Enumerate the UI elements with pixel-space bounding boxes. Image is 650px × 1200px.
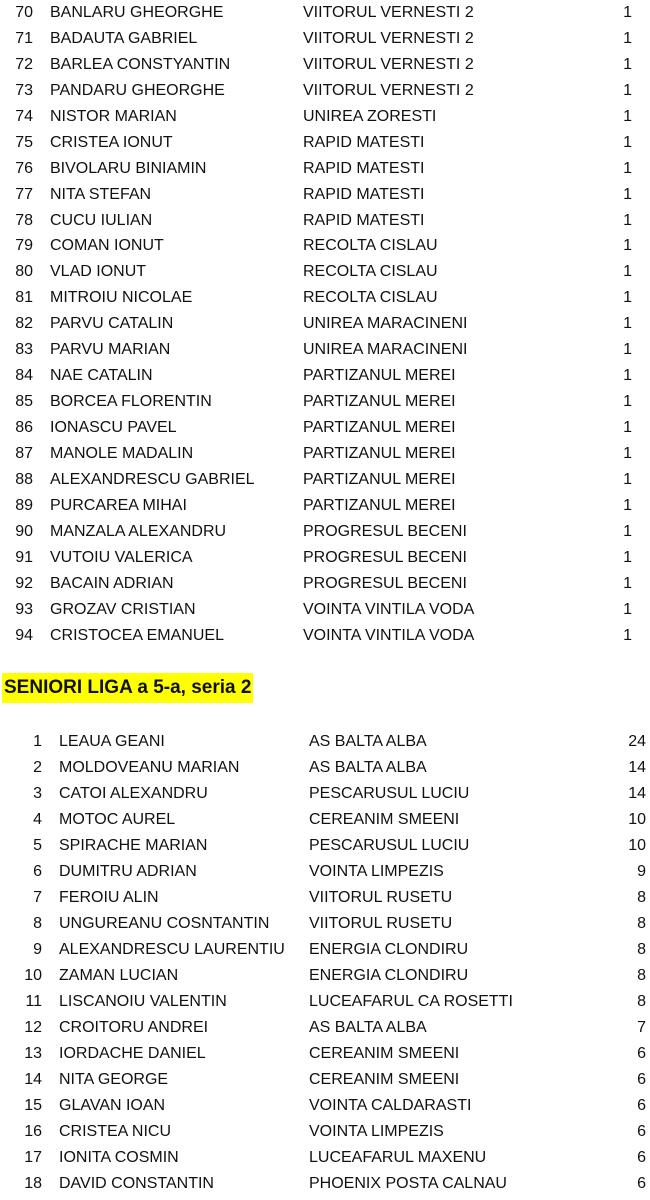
- goal-count: 1: [623, 574, 632, 592]
- player-name: NAE CATALIN: [50, 367, 153, 385]
- player-name: IONITA COSMIN: [59, 1149, 179, 1166]
- rank-number: 12: [24, 1019, 42, 1036]
- player-name: PARVU MARIAN: [50, 341, 171, 359]
- table-row: [0, 208, 650, 234]
- table-row: [0, 623, 650, 649]
- table-row: [0, 104, 650, 130]
- table-row: [0, 1171, 650, 1197]
- rank-number: 13: [24, 1045, 42, 1062]
- rank-number: 8: [33, 915, 42, 932]
- player-name: IONASCU PAVEL: [50, 419, 177, 436]
- table-row: [0, 1119, 650, 1145]
- player-name: DUMITRU ADRIAN: [59, 863, 197, 880]
- club-name: VOINTA CALDARASTI: [309, 1097, 472, 1114]
- rank-number: 17: [24, 1149, 42, 1166]
- goal-count: 6: [637, 1045, 646, 1062]
- rank-number: 77: [15, 185, 33, 203]
- player-name: LEAUA GEANI: [59, 733, 165, 750]
- goal-count: 8: [637, 967, 646, 984]
- goal-count: 1: [623, 470, 632, 488]
- player-name: IORDACHE DANIEL: [59, 1045, 206, 1062]
- rank-number: 9: [33, 941, 42, 958]
- club-name: VOINTA VINTILA VODA: [303, 600, 475, 618]
- club-name: VOINTA VINTILA VODA: [303, 626, 475, 644]
- goal-count: 8: [637, 915, 646, 932]
- table-row: [0, 597, 650, 623]
- rank-number: 74: [15, 107, 33, 125]
- rank-number: 90: [15, 522, 33, 540]
- rank-number: 10: [24, 967, 42, 984]
- table-row: [0, 311, 650, 337]
- table-row: [0, 519, 650, 545]
- goal-count: 1: [623, 393, 632, 411]
- club-name: PARTIZANUL MEREI: [303, 470, 456, 488]
- goal-count: 1: [623, 444, 632, 462]
- table-row: [0, 729, 650, 755]
- club-name: VIITORUL VERNESTI 2: [303, 29, 474, 47]
- goal-count: 1: [623, 133, 632, 151]
- rank-number: 81: [15, 289, 33, 307]
- goal-count: 6: [637, 1123, 646, 1140]
- goal-count: 1: [623, 548, 632, 566]
- table-row: [0, 755, 650, 781]
- goal-count: 1: [623, 496, 632, 514]
- rank-number: 18: [24, 1175, 42, 1192]
- rank-number: 7: [33, 889, 42, 906]
- goal-count: 1: [623, 81, 632, 99]
- goal-count: 1: [623, 289, 632, 307]
- table-row: [0, 963, 650, 989]
- player-name: GROZAV CRISTIAN: [50, 600, 196, 618]
- club-name: PROGRESUL BECENI: [303, 548, 467, 566]
- club-name: CEREANIM SMEENI: [309, 1071, 460, 1088]
- table-row: [0, 989, 650, 1015]
- goal-count: 6: [637, 1175, 646, 1192]
- club-name: CEREANIM SMEENI: [309, 811, 460, 828]
- rank-number: 80: [15, 263, 33, 281]
- club-name: RECOLTA CISLAU: [303, 237, 438, 255]
- goal-count: 10: [628, 811, 646, 828]
- table-row: [0, 911, 650, 937]
- rank-number: 78: [15, 211, 33, 229]
- club-name: UNIREA MARACINENI: [303, 315, 468, 333]
- table-row: [0, 0, 650, 26]
- rank-number: 75: [15, 133, 33, 151]
- goal-count: 24: [628, 733, 646, 750]
- table-row: [0, 415, 650, 441]
- player-name: VUTOIU VALERICA: [50, 548, 193, 566]
- table-row: [0, 937, 650, 963]
- player-name: NITA GEORGE: [59, 1071, 169, 1088]
- club-name: AS BALTA ALBA: [309, 759, 427, 776]
- table-row: [0, 1067, 650, 1093]
- goal-count: 1: [623, 522, 632, 540]
- rank-number: 14: [24, 1071, 42, 1088]
- rank-number: 5: [33, 837, 42, 854]
- player-name: CRISTEA NICU: [59, 1123, 172, 1140]
- rank-number: 6: [33, 863, 42, 880]
- rank-number: 88: [15, 470, 33, 488]
- rank-number: 92: [15, 574, 33, 592]
- goal-count: 8: [637, 993, 646, 1010]
- club-name: RECOLTA CISLAU: [303, 263, 438, 281]
- player-name: BIVOLARU BINIAMIN: [50, 159, 207, 177]
- player-name: LISCANOIU VALENTIN: [59, 993, 227, 1010]
- section-title-seria-2: SENIORI LIGA a 5-a, seria 2: [2, 673, 253, 703]
- table-row: [0, 1093, 650, 1119]
- rank-number: 71: [15, 29, 33, 47]
- goal-count: 1: [623, 600, 632, 618]
- rank-number: 85: [15, 393, 33, 411]
- table-row: [0, 833, 650, 859]
- club-name: VIITORUL RUSETU: [309, 889, 453, 906]
- rank-number: 73: [15, 81, 33, 99]
- table-row: [0, 182, 650, 208]
- table-row: [0, 859, 650, 885]
- table-row: [0, 233, 650, 259]
- club-name: LUCEAFARUL MAXENU: [309, 1149, 487, 1166]
- rank-number: 72: [15, 55, 33, 73]
- club-name: VIITORUL VERNESTI 2: [303, 55, 474, 73]
- goal-count: 1: [623, 159, 632, 177]
- player-name: COMAN IONUT: [50, 237, 164, 255]
- player-name: GLAVAN IOAN: [59, 1097, 166, 1114]
- player-name: BACAIN ADRIAN: [50, 574, 174, 592]
- club-name: CEREANIM SMEENI: [309, 1045, 460, 1062]
- table-row: [0, 467, 650, 493]
- goal-count: 1: [623, 315, 632, 333]
- player-name: UNGUREANU COSNTANTIN: [59, 915, 270, 932]
- scorers-table-seria-2: [0, 729, 650, 1197]
- player-name: PURCAREA MIHAI: [50, 496, 187, 514]
- table-row: [0, 259, 650, 285]
- club-name: AS BALTA ALBA: [309, 733, 427, 750]
- goal-count: 1: [623, 107, 632, 125]
- player-name: PANDARU GHEORGHE: [50, 81, 225, 99]
- goal-count: 1: [623, 367, 632, 385]
- goal-count: 6: [637, 1149, 646, 1166]
- club-name: VOINTA LIMPEZIS: [309, 863, 444, 880]
- goal-count: 8: [637, 941, 646, 958]
- club-name: PESCARUSUL LUCIU: [309, 837, 470, 854]
- table-row: [0, 571, 650, 597]
- player-name: CRISTOCEA EMANUEL: [50, 626, 224, 644]
- club-name: RAPID MATESTI: [303, 185, 425, 203]
- club-name: ENERGIA CLONDIRU: [309, 941, 469, 958]
- player-name: BADAUTA GABRIEL: [50, 29, 198, 47]
- club-name: PARTIZANUL MEREI: [303, 496, 456, 514]
- player-name: NISTOR MARIAN: [50, 107, 177, 125]
- goal-count: 8: [637, 889, 646, 906]
- table-row: [0, 885, 650, 911]
- goal-count: 14: [628, 759, 646, 776]
- player-name: MOLDOVEANU MARIAN: [59, 759, 240, 776]
- club-name: ENERGIA CLONDIRU: [309, 967, 469, 984]
- table-row: [0, 389, 650, 415]
- player-name: NITA STEFAN: [50, 185, 152, 203]
- player-name: FEROIU ALIN: [59, 889, 159, 906]
- table-row: [0, 363, 650, 389]
- goal-count: 10: [628, 837, 646, 854]
- club-name: PROGRESUL BECENI: [303, 574, 467, 592]
- player-name: ALEXANDRESCU LAURENTIU: [59, 941, 285, 958]
- player-name: CRISTEA IONUT: [50, 133, 173, 151]
- club-name: VIITORUL VERNESTI 2: [303, 4, 474, 21]
- player-name: BANLARU GHEORGHE: [50, 4, 224, 21]
- goal-count: 7: [637, 1019, 646, 1036]
- rank-number: 79: [15, 237, 33, 255]
- club-name: RAPID MATESTI: [303, 133, 425, 151]
- club-name: PARTIZANUL MEREI: [303, 367, 456, 385]
- table-row: [0, 781, 650, 807]
- goal-count: 6: [637, 1097, 646, 1114]
- table-row: [0, 807, 650, 833]
- table-row: [0, 156, 650, 182]
- player-name: ZAMAN LUCIAN: [59, 967, 179, 984]
- rank-number: 86: [15, 419, 33, 436]
- rank-number: 91: [15, 548, 33, 566]
- rank-number: 3: [33, 785, 42, 802]
- rank-number: 84: [15, 367, 33, 385]
- club-name: RECOLTA CISLAU: [303, 289, 438, 307]
- goal-count: 1: [623, 29, 632, 47]
- player-name: CUCU IULIAN: [50, 211, 153, 229]
- club-name: AS BALTA ALBA: [309, 1019, 427, 1036]
- table-row: [0, 545, 650, 571]
- goal-count: 1: [623, 341, 632, 359]
- club-name: PHOENIX POSTA CALNAU: [309, 1175, 507, 1192]
- club-name: RAPID MATESTI: [303, 211, 425, 229]
- player-name: VLAD IONUT: [50, 263, 147, 281]
- club-name: PARTIZANUL MEREI: [303, 419, 456, 436]
- club-name: LUCEAFARUL CA ROSETTI: [309, 993, 513, 1010]
- club-name: UNIREA MARACINENI: [303, 341, 468, 359]
- player-name: MANZALA ALEXANDRU: [50, 522, 227, 540]
- player-name: DAVID CONSTANTIN: [59, 1175, 214, 1192]
- goal-count: 1: [623, 263, 632, 281]
- rank-number: 70: [15, 4, 33, 21]
- player-name: PARVU CATALIN: [50, 315, 174, 333]
- table-row: [0, 337, 650, 363]
- table-row: [0, 130, 650, 156]
- player-name: MITROIU NICOLAE: [50, 289, 193, 307]
- rank-number: 82: [15, 315, 33, 333]
- club-name: VOINTA LIMPEZIS: [309, 1123, 444, 1140]
- goal-count: 1: [623, 419, 632, 436]
- goal-count: 1: [623, 211, 632, 229]
- rank-number: 16: [24, 1123, 42, 1140]
- player-name: MANOLE MADALIN: [50, 444, 194, 462]
- goal-count: 1: [623, 55, 632, 73]
- player-name: CROITORU ANDREI: [59, 1019, 209, 1036]
- rank-number: 11: [25, 993, 42, 1010]
- table-row: [0, 26, 650, 52]
- table-row: [0, 285, 650, 311]
- table-row: [0, 52, 650, 78]
- rank-number: 4: [33, 811, 42, 828]
- goal-count: 1: [623, 237, 632, 255]
- player-name: SPIRACHE MARIAN: [59, 837, 208, 854]
- club-name: RAPID MATESTI: [303, 159, 425, 177]
- player-name: BARLEA CONSTYANTIN: [50, 55, 231, 73]
- player-name: CATOI ALEXANDRU: [59, 785, 208, 802]
- rank-number: 76: [15, 159, 33, 177]
- rank-number: 83: [15, 341, 33, 359]
- player-name: MOTOC AUREL: [59, 811, 176, 828]
- goal-count: 1: [623, 626, 632, 644]
- rank-number: 87: [15, 444, 33, 462]
- club-name: VIITORUL RUSETU: [309, 915, 453, 932]
- club-name: PARTIZANUL MEREI: [303, 393, 456, 411]
- goal-count: 6: [637, 1071, 646, 1088]
- rank-number: 2: [33, 759, 42, 776]
- table-row: [0, 78, 650, 104]
- club-name: UNIREA ZORESTI: [303, 107, 437, 125]
- table-row: [0, 1145, 650, 1171]
- goal-count: 14: [628, 785, 646, 802]
- rank-number: 89: [15, 496, 33, 514]
- goal-count: 1: [623, 185, 632, 203]
- club-name: PESCARUSUL LUCIU: [309, 785, 470, 802]
- club-name: PARTIZANUL MEREI: [303, 444, 456, 462]
- club-name: VIITORUL VERNESTI 2: [303, 81, 474, 99]
- rank-number: 1: [33, 733, 42, 750]
- player-name: BORCEA FLORENTIN: [50, 393, 212, 411]
- table-row: [0, 1015, 650, 1041]
- goal-count: 9: [637, 863, 646, 880]
- table-row: [0, 493, 650, 519]
- rank-number: 93: [15, 600, 33, 618]
- goal-count: 1: [623, 4, 632, 21]
- club-name: PROGRESUL BECENI: [303, 522, 467, 540]
- table-row: [0, 441, 650, 467]
- rank-number: 15: [24, 1097, 42, 1114]
- player-name: ALEXANDRESCU GABRIEL: [50, 470, 255, 488]
- rank-number: 94: [15, 626, 33, 644]
- table-row: [0, 1041, 650, 1067]
